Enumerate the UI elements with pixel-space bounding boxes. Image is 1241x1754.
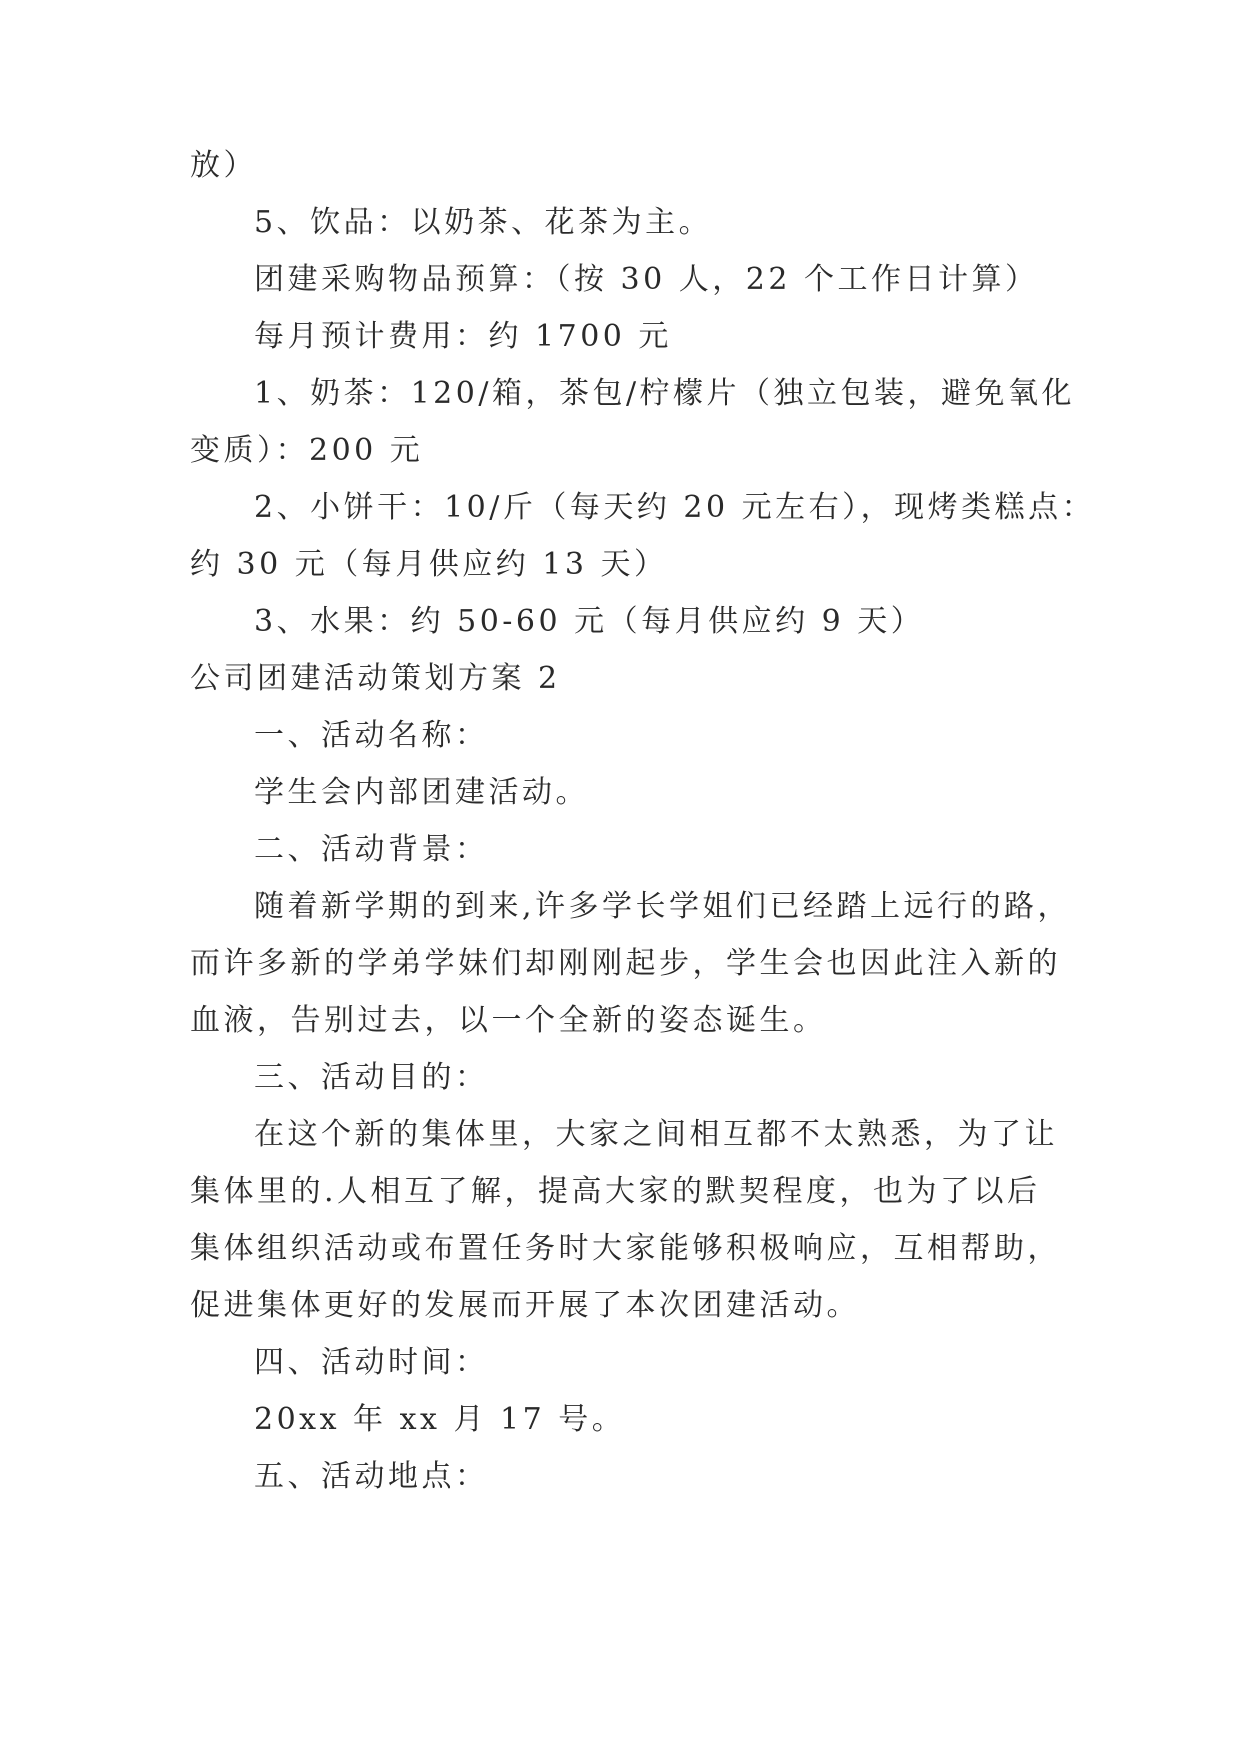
paragraph-line: 团建采购物品预算：（按 30 人，22 个工作日计算） (254, 262, 1039, 297)
paragraph-line: 20xx 年 xx 月 17 号。 (254, 1402, 626, 1437)
paragraph-line: 2、小饼干：10/斤（每天约 20 元左右），现烤类糕点： (254, 490, 1096, 525)
paragraph-line: 在这个新的集体里，大家之间相互都不太熟悉，为了让 (254, 1117, 1058, 1152)
paragraph-line: 变质）：200 元 (190, 433, 424, 468)
paragraph-line: 血液，告别过去，以一个全新的姿态诞生。 (190, 1003, 827, 1038)
paragraph-line: 学生会内部团建活动。 (254, 775, 589, 810)
paragraph-line: 集体里的.人相互了解，提高大家的默契程度，也为了以后 (190, 1174, 1041, 1209)
section-title: 公司团建活动策划方案 2 (190, 661, 561, 696)
paragraph-line: 促进集体更好的发展而开展了本次团建活动。 (190, 1288, 860, 1323)
section-heading: 三、活动目的： (254, 1060, 489, 1095)
paragraph-line: 5、饮品：以奶茶、花茶为主。 (254, 205, 713, 240)
paragraph-line: 1、奶茶：120/箱，茶包/柠檬片（独立包装，避免氧化 (254, 376, 1076, 411)
section-heading: 二、活动背景： (254, 832, 489, 867)
section-heading: 四、活动时间： (254, 1345, 489, 1380)
paragraph-line: 集体组织活动或布置任务时大家能够积极响应，互相帮助， (190, 1231, 1061, 1266)
paragraph-line: 约 30 元（每月供应约 13 天） (190, 547, 668, 582)
paragraph-line: 3、水果：约 50-60 元（每月供应约 9 天） (254, 604, 925, 639)
section-heading: 五、活动地点： (254, 1459, 489, 1494)
paragraph-line: 随着新学期的到来,许多学长学姐们已经踏上远行的路， (254, 889, 1072, 924)
paragraph-line: 放） (190, 148, 257, 183)
paragraph-line: 而许多新的学弟学妹们却刚刚起步，学生会也因此注入新的 (190, 946, 1061, 981)
section-heading: 一、活动名称： (254, 718, 489, 753)
paragraph-line: 每月预计费用：约 1700 元 (254, 319, 672, 354)
